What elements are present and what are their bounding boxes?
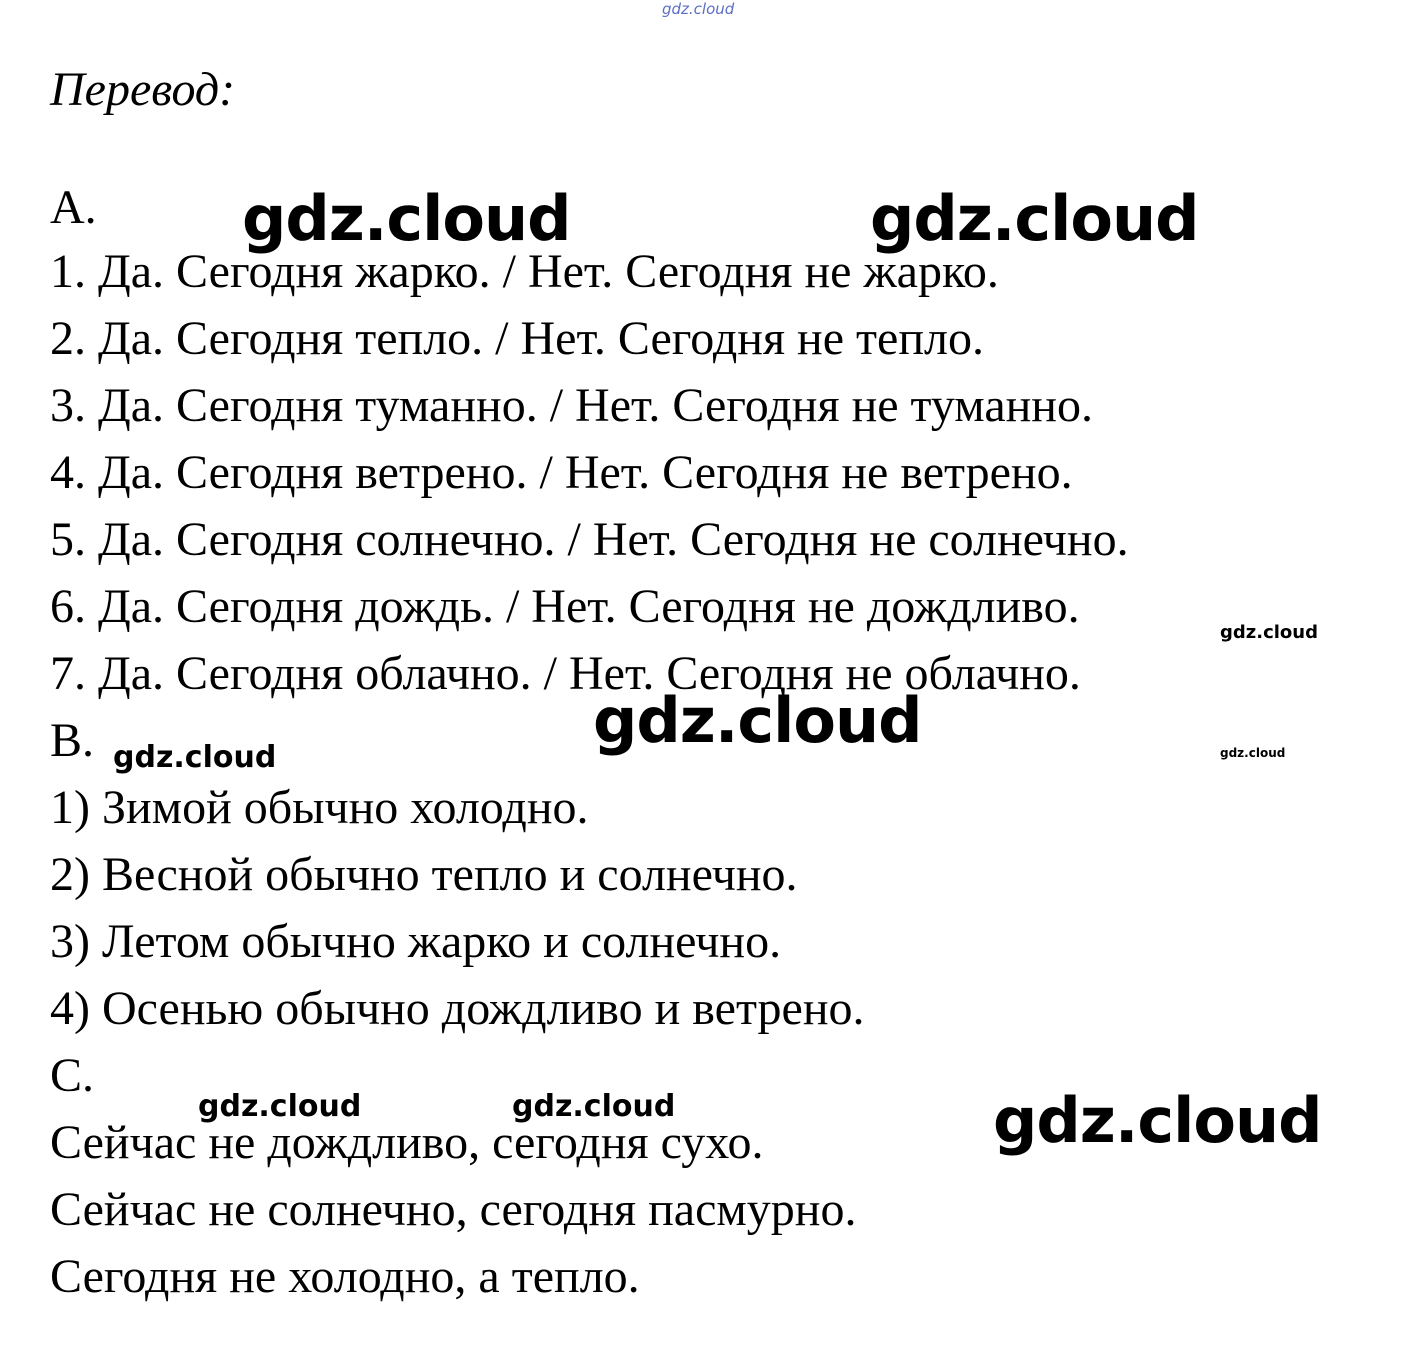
section-b-line-4: 4) Осенью обычно дождливо и ветрено. [50, 982, 865, 1035]
section-b-line-2: 2) Весной обычно тепло и солнечно. [50, 848, 798, 901]
section-a-line-5: 5. Да. Сегодня солнечно. / Нет. Сегодня не солнечно. [50, 513, 1129, 566]
section-a-label: A. [50, 181, 97, 234]
section-c-line-2: Сейчас не солнечно, сегодня пасмурно. [50, 1183, 857, 1236]
section-a-line-1: 1. Да. Сегодня жарко. / Нет. Сегодня не жарко. [50, 245, 999, 298]
section-b-label: B. [50, 714, 95, 767]
watermark-top: gdz.cloud [662, 0, 735, 18]
page-title: Перевод: [50, 63, 236, 116]
watermark-large-3: gdz.cloud [593, 684, 922, 757]
section-b-line-1: 1) Зимой обычно холодно. [50, 781, 589, 834]
section-a-line-4: 4. Да. Сегодня ветрено. / Нет. Сегодня не ветрено. [50, 446, 1073, 499]
section-c-line-1: Сейчас не дождливо, сегодня сухо. [50, 1116, 764, 1169]
section-b-line-3: 3) Летом обычно жарко и солнечно. [50, 915, 782, 968]
section-a-line-3: 3. Да. Сегодня туманно. / Нет. Сегодня не туманно. [50, 379, 1093, 432]
watermark-large-4: gdz.cloud [993, 1084, 1322, 1157]
watermark-medium-1: gdz.cloud [113, 740, 277, 775]
section-a-line-2: 2. Да. Сегодня тепло. / Нет. Сегодня не тепло. [50, 312, 984, 365]
watermark-small-1: gdz.cloud [1220, 622, 1318, 643]
watermark-large-1: gdz.cloud [242, 182, 571, 255]
section-c-label: C. [50, 1049, 95, 1102]
watermark-tiny: gdz.cloud [1220, 746, 1286, 760]
section-a-line-7: 7. Да. Сегодня облачно. / Нет. Сегодня не облачно. [50, 647, 1081, 700]
watermark-medium-3: gdz.cloud [512, 1089, 676, 1124]
section-a-line-6: 6. Да. Сегодня дождь. / Нет. Сегодня не дождливо. [50, 580, 1080, 633]
section-c-line-3: Сегодня не холодно, а тепло. [50, 1250, 640, 1303]
watermark-medium-2: gdz.cloud [198, 1089, 362, 1124]
watermark-large-2: gdz.cloud [870, 182, 1199, 255]
